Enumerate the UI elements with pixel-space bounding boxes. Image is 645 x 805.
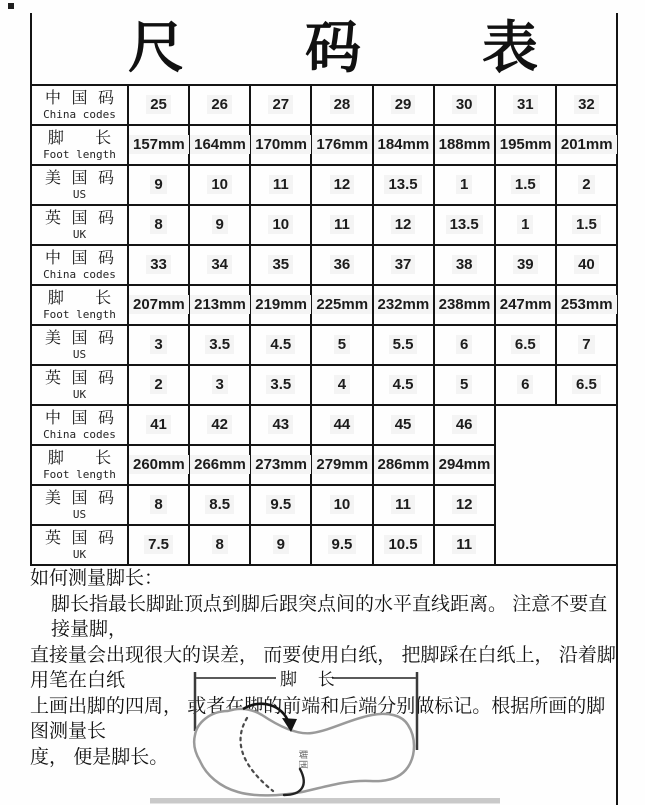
size-cell: 13.5 <box>373 165 434 205</box>
row-label-cn: 英 国 码 <box>45 210 114 227</box>
size-cell: 225mm <box>311 285 372 325</box>
row-label-en: Foot length <box>43 468 116 481</box>
size-cell: 6.5 <box>495 325 556 365</box>
size-cell: 157mm <box>128 125 189 165</box>
size-cell: 7.5 <box>128 525 189 565</box>
title-char-3: 表 <box>482 17 538 80</box>
size-cell: 5 <box>434 365 495 405</box>
size-cell: 188mm <box>434 125 495 165</box>
size-cell: 13.5 <box>434 205 495 245</box>
howto-heading: 如何测量脚长： <box>30 568 164 589</box>
size-cell: 32 <box>556 85 617 125</box>
size-row <box>31 245 617 285</box>
size-cell: 30 <box>434 85 495 125</box>
size-cell: 37 <box>373 245 434 285</box>
size-cell: 38 <box>434 245 495 285</box>
size-cell: 4.5 <box>373 365 434 405</box>
size-row <box>31 405 617 445</box>
row-label-cn: 中 国 码 <box>45 90 114 107</box>
size-row <box>31 165 617 205</box>
size-row <box>31 205 617 245</box>
size-cell: 7 <box>556 325 617 365</box>
row-label-en: UK <box>72 228 87 241</box>
row-header <box>31 485 128 525</box>
size-cell: 26 <box>189 85 250 125</box>
size-cell: 43 <box>250 405 311 445</box>
row-header <box>31 85 128 125</box>
size-cell: 11 <box>434 525 495 565</box>
row-header <box>31 205 128 245</box>
row-label-cn: 脚 长 <box>47 450 112 467</box>
size-cell: 28 <box>311 85 372 125</box>
size-cell: 170mm <box>250 125 311 165</box>
size-cell: 9.5 <box>250 485 311 525</box>
size-cell: 1 <box>495 205 556 245</box>
size-cell: 3.5 <box>189 325 250 365</box>
size-cell: 279mm <box>311 445 372 485</box>
size-cell: 247mm <box>495 285 556 325</box>
size-row <box>31 285 617 325</box>
row-header <box>31 405 128 445</box>
size-cell: 1.5 <box>495 165 556 205</box>
row-header <box>31 285 128 325</box>
row-label-en: US <box>72 348 87 361</box>
size-cell: 6 <box>495 365 556 405</box>
row-label-cn: 美 国 码 <box>45 170 114 187</box>
size-cell: 45 <box>373 405 434 445</box>
size-cell: 11 <box>250 165 311 205</box>
size-row <box>31 365 617 405</box>
size-cell: 3 <box>189 365 250 405</box>
row-label-en: US <box>72 188 87 201</box>
size-cell: 31 <box>495 85 556 125</box>
row-header <box>31 165 128 205</box>
size-cell: 10.5 <box>373 525 434 565</box>
size-cell: 286mm <box>373 445 434 485</box>
size-cell: 253mm <box>556 285 617 325</box>
size-row <box>31 125 617 165</box>
row-label-cn: 美 国 码 <box>45 490 114 507</box>
girth-label: 脚围 <box>298 750 308 771</box>
row-header <box>31 245 128 285</box>
size-cell: 8 <box>128 205 189 245</box>
size-cell: 260mm <box>128 445 189 485</box>
row-header <box>31 365 128 405</box>
size-cell: 6.5 <box>556 365 617 405</box>
size-cell: 232mm <box>373 285 434 325</box>
size-cell: 1.5 <box>556 205 617 245</box>
size-cell: 36 <box>311 245 372 285</box>
size-cell: 1 <box>434 165 495 205</box>
size-cell: 213mm <box>189 285 250 325</box>
size-cell: 11 <box>311 205 372 245</box>
row-header <box>31 525 128 565</box>
dimension-label: 脚 长 <box>280 670 343 689</box>
title-char-2: 码 <box>305 17 361 80</box>
size-cell: 46 <box>434 405 495 445</box>
size-cell: 12 <box>373 205 434 245</box>
row-label-cn: 英 国 码 <box>45 530 114 547</box>
size-cell: 35 <box>250 245 311 285</box>
size-cell: 4 <box>311 365 372 405</box>
row-label-cn: 英 国 码 <box>45 370 114 387</box>
size-cell: 29 <box>373 85 434 125</box>
page-title <box>30 13 616 84</box>
size-cell: 9.5 <box>311 525 372 565</box>
size-cell: 41 <box>128 405 189 445</box>
row-header <box>31 445 128 485</box>
size-cell: 2 <box>128 365 189 405</box>
size-cell: 10 <box>250 205 311 245</box>
row-label-cn: 脚 长 <box>47 290 112 307</box>
size-cell: 8.5 <box>189 485 250 525</box>
title-char-1: 尺 <box>128 17 184 80</box>
size-cell: 9 <box>250 525 311 565</box>
size-cell: 184mm <box>373 125 434 165</box>
row-label-en: UK <box>72 548 87 561</box>
row-label-cn: 中 国 码 <box>45 250 114 267</box>
size-cell: 219mm <box>250 285 311 325</box>
size-cell: 12 <box>434 485 495 525</box>
size-cell: 5.5 <box>373 325 434 365</box>
size-table <box>30 84 618 566</box>
size-cell: 3.5 <box>250 365 311 405</box>
size-cell: 5 <box>311 325 372 365</box>
size-row <box>31 85 617 125</box>
size-cell: 10 <box>189 165 250 205</box>
row-label-en: Foot length <box>43 148 116 161</box>
row-label-en: Foot length <box>43 308 116 321</box>
size-cell: 6 <box>434 325 495 365</box>
row-label-cn: 美 国 码 <box>45 330 114 347</box>
size-cell: 3 <box>128 325 189 365</box>
size-cell: 8 <box>189 525 250 565</box>
size-cell: 8 <box>128 485 189 525</box>
size-cell: 27 <box>250 85 311 125</box>
size-cell: 39 <box>495 245 556 285</box>
size-cell: 10 <box>311 485 372 525</box>
size-cell: 176mm <box>311 125 372 165</box>
size-cell: 4.5 <box>250 325 311 365</box>
size-cell: 34 <box>189 245 250 285</box>
size-cell: 201mm <box>556 125 617 165</box>
row-label-en: China codes <box>43 428 116 441</box>
size-row <box>31 325 617 365</box>
size-cell: 294mm <box>434 445 495 485</box>
howto-line-4: 度， 便是脚长。 <box>30 746 169 768</box>
row-header <box>31 125 128 165</box>
size-cell: 207mm <box>128 285 189 325</box>
size-cell: 164mm <box>189 125 250 165</box>
corner-artifact-mark <box>8 3 14 9</box>
size-cell: 25 <box>128 85 189 125</box>
row-label-cn: 中 国 码 <box>45 410 114 427</box>
size-cell: 238mm <box>434 285 495 325</box>
size-cell: 266mm <box>189 445 250 485</box>
row-label-en: China codes <box>43 108 116 121</box>
size-cell: 273mm <box>250 445 311 485</box>
row-label-en: UK <box>72 388 87 401</box>
howto-line-1: 脚长指最长脚趾顶点到脚后跟突点间的水平直线距离。 注意不要直接量脚， <box>51 593 608 640</box>
size-cell: 33 <box>128 245 189 285</box>
howto-line-3: 上画出脚的四周， 或者在脚的前端和后端分别做标记。根据所画的脚图测量长 <box>30 695 606 742</box>
size-cell: 195mm <box>495 125 556 165</box>
foot-measure-diagram <box>140 665 520 805</box>
row-label-en: China codes <box>43 268 116 281</box>
ground-bar <box>150 798 500 804</box>
size-cell: 44 <box>311 405 372 445</box>
size-cell: 11 <box>373 485 434 525</box>
size-cell: 9 <box>189 205 250 245</box>
size-cell: 9 <box>128 165 189 205</box>
row-label-en: US <box>72 508 87 521</box>
size-cell: 2 <box>556 165 617 205</box>
row-header <box>31 325 128 365</box>
size-cell: 12 <box>311 165 372 205</box>
row-label-cn: 脚 长 <box>47 130 112 147</box>
size-cell: 42 <box>189 405 250 445</box>
empty-merged-cell <box>495 405 617 565</box>
size-cell: 40 <box>556 245 617 285</box>
howto-line-2: 直接量会出现很大的误差， 而要使用白纸， 把脚踩在白纸上， 沿着脚用笔在白纸 <box>30 644 616 691</box>
